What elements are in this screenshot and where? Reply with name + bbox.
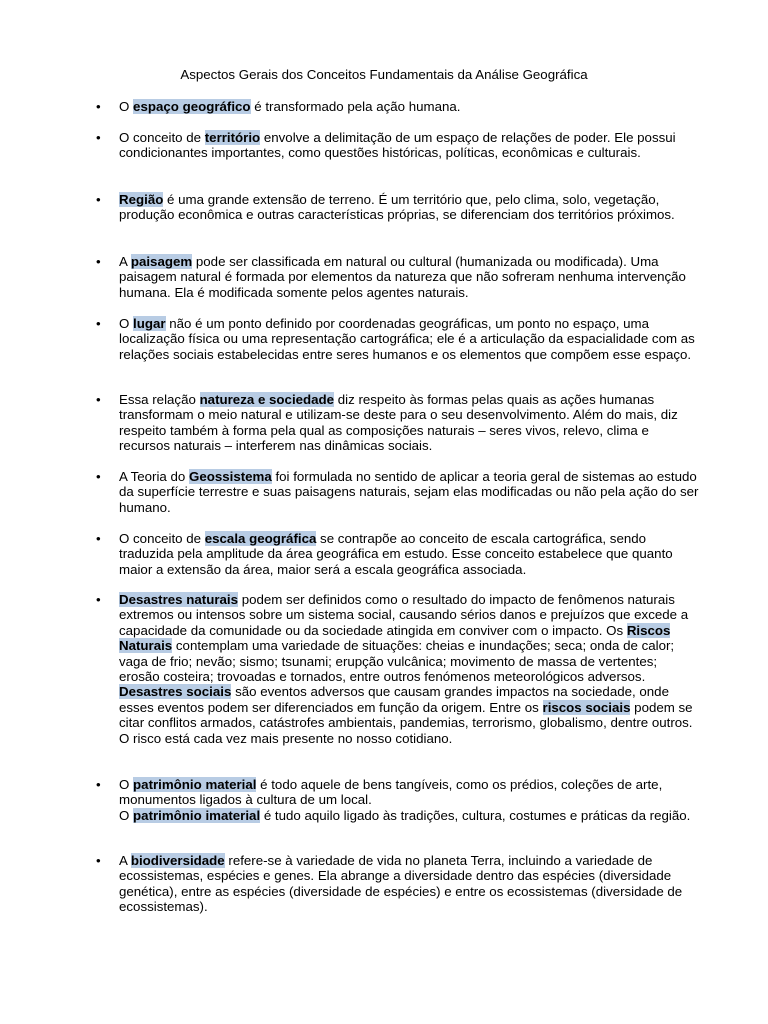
paragraph-text: O conceito de território envolve a delimitação de um espaço de relações de poder. Ele possui condicionantes importantes, como questões históricas, políticas, econômicas e culturais. xyxy=(119,130,676,161)
paragraph-text: O lugar não é um ponto definido por coordenadas geográficas, um ponto no espaço, uma localização física ou uma representação cartográfica; ele é a articulação da espacialidade com as relações sociais estabelecidas entre seres humanos e os elementos que compõem esse espaço. xyxy=(119,316,695,362)
highlighted-term: patrimônio material xyxy=(133,777,257,792)
highlighted-term: natureza e sociedade xyxy=(199,392,335,407)
bullet-marker: • xyxy=(96,99,101,114)
bullet-marker: • xyxy=(96,130,101,145)
bullet-marker: • xyxy=(96,531,101,546)
bullet-marker: • xyxy=(96,592,101,607)
highlighted-term: Desastres naturais xyxy=(119,592,238,607)
highlighted-term: lugar xyxy=(133,316,166,331)
highlighted-term: patrimônio imaterial xyxy=(133,807,261,823)
paragraph-text: A Teoria do Geossistema foi formulada no sentido de aplicar a teoria geral de sistemas ao estudo da superfície terrestre e suas paisagens naturais, sejam elas modificadas ou não pela ação do ser humano. xyxy=(119,469,699,515)
paragraph-text: Desastres naturais podem ser definidos como o resultado do impacto de fenômenos naturais extremos ou intensos sobre um sistema social, causando sérios danos e prejuízos que excede a capacidade da comunidade ou da sociedade atingida em conviver com o impacto. Os Riscos Naturais contemplam uma variedade de situações: cheias e inundações; seca; onda de calor; vaga de frio; nevão; sismo; tsunami; erupção vulcânica; movimento de massa de vertentes; erosão costeira; trovoadas e tornados, entre outros fenómenos meteorológicos adversos. Desastres sociais são eventos adversos que causam grandes impactos na sociedade, onde esses eventos podem ser diferenciados em função da origem. Entre os riscos sociais podem se citar conflitos armados, catástrofes ambientais, pandemias, terrorismo, globalismo, dentre outros. O risco está cada vez mais presente no nosso cotidiano. xyxy=(119,592,693,746)
bullet-marker: • xyxy=(96,777,101,792)
paragraph-text: Essa relação natureza e sociedade diz respeito às formas pelas quais as ações humanas transformam o meio natural e utilizam-se deste para o seu desenvolvimento. Além do mais, diz respeito também à forma pela qual as composições naturais – seres vivos, relevo, clima e recursos naturais – interferem nas dinâmicas sociais. xyxy=(119,392,678,454)
highlighted-term: biodiversidade xyxy=(130,853,225,868)
bullet-marker: • xyxy=(96,392,101,407)
document-title: Aspectos Gerais dos Conceitos Fundamentais da Análise Geográfica xyxy=(180,67,588,82)
highlighted-term: Riscos Naturais xyxy=(119,622,671,654)
paragraph-text: O patrimônio material é todo aquele de bens tangíveis, como os prédios, coleções de arte, monumentos ligados à cultura de um local. O patrimônio imaterial é tudo aquilo ligado às tradições, cultura, costumes e práticas da região. xyxy=(119,777,691,823)
bullet-marker: • xyxy=(96,192,101,207)
highlighted-term: Geossistema xyxy=(188,469,272,484)
highlighted-term: riscos sociais xyxy=(542,699,631,715)
highlighted-term: Desastres sociais xyxy=(119,684,232,700)
bullet-marker: • xyxy=(96,469,101,484)
paragraph-text: A paisagem pode ser classificada em natural ou cultural (humanizada ou modificada). Uma paisagem natural é formada por elementos da natureza que não sofreram nenhuma intervenção humana. Ela é modificada somente pelos agentes naturais. xyxy=(119,254,686,300)
paragraph-text: O conceito de escala geográfica se contrapõe ao conceito de escala cartográfica, sendo traduzida pela amplitude da área geográfica em estudo. Esse conceito estabelece que quanto maior a extensão da área, maior será a escala geográfica associada. xyxy=(119,531,673,577)
bullet-marker: • xyxy=(96,316,101,331)
bullet-marker: • xyxy=(96,853,101,868)
paragraph-text: Região é uma grande extensão de terreno. É um território que, pelo clima, solo, vegetação, produção econômica e outras características próprias, se diferenciam dos territórios próximos. xyxy=(119,192,675,223)
highlighted-term: Região xyxy=(119,192,164,207)
highlighted-term: espaço geográfico xyxy=(133,99,251,114)
bullet-marker: • xyxy=(96,254,101,269)
highlighted-term: paisagem xyxy=(130,254,193,269)
highlighted-term: escala geográfica xyxy=(204,531,317,546)
paragraph-text: O espaço geográfico é transformado pela ação humana. xyxy=(119,99,461,114)
highlighted-term: território xyxy=(204,130,261,145)
paragraph-text: A biodiversidade refere-se à variedade de vida no planeta Terra, incluindo a variedade de ecossistemas, espécies e genes. Ela abrange a diversidade dentro das espécies (diversidade genética), entre as espécies (diversidade de espécies) e entre os ecossistemas (diversidade de ecossistemas). xyxy=(119,853,683,915)
